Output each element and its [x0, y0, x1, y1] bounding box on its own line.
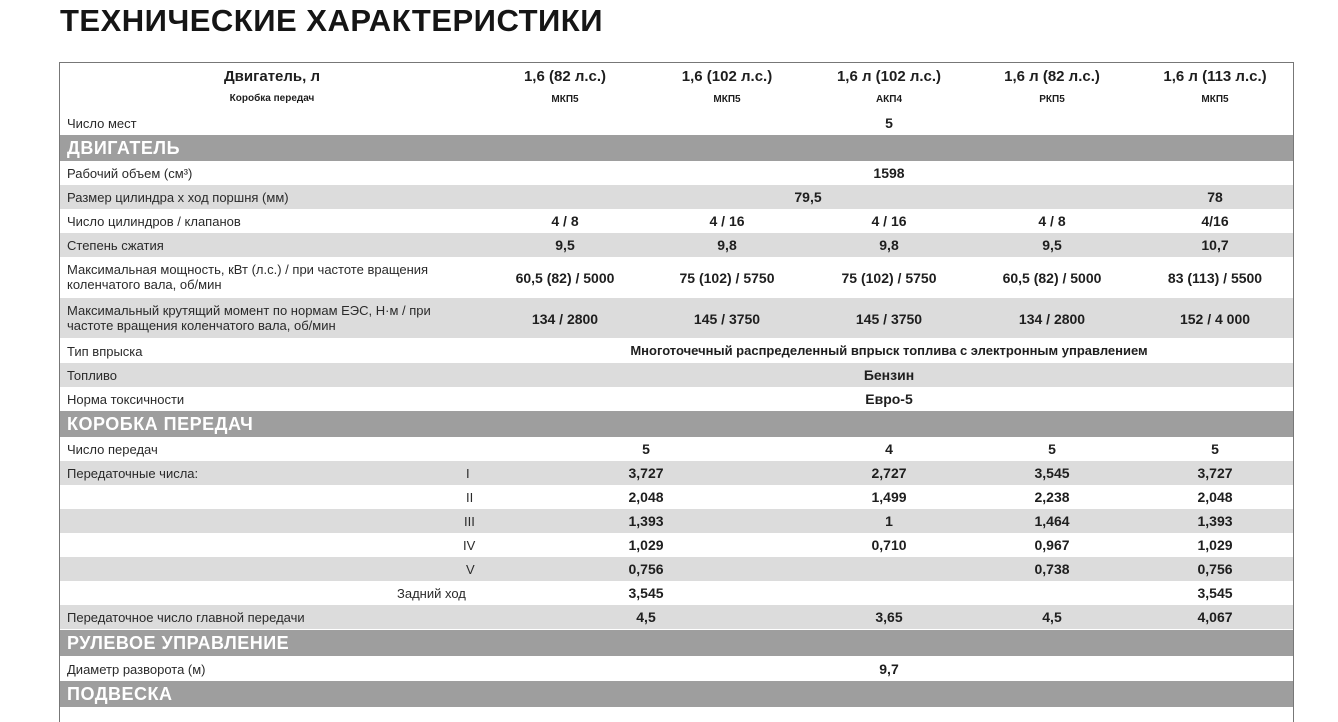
row-label: Диаметр разворота (м): [67, 662, 206, 677]
row-label: частоте вращения коленчатого вала, об/мин: [67, 318, 336, 333]
table-cell: 4/16: [1201, 213, 1229, 229]
emission-value: Евро-5: [865, 391, 913, 407]
table-row: [60, 339, 1293, 363]
table-cell: 3,545: [1034, 465, 1070, 481]
fuel-value: Бензин: [863, 367, 915, 383]
table-row: [60, 557, 1293, 581]
injection-value: Многоточечный распределенный впрыск топлива с электронным управлением: [630, 343, 1148, 358]
row-label: коленчатого вала, об/мин: [67, 277, 222, 292]
table-cell: 9,5: [1042, 237, 1062, 253]
section-title: ПОДВЕСКА: [67, 684, 173, 704]
table-cell: 3,727: [1197, 465, 1233, 481]
table-cell: 1,464: [1034, 513, 1070, 529]
table-cell: 5: [1048, 441, 1056, 457]
table-row: [60, 437, 1293, 461]
table-row: [60, 111, 1293, 135]
table-cell: 60,5 (82) / 5000: [515, 270, 615, 286]
table-row: [60, 485, 1293, 509]
displacement-value: 1598: [873, 165, 905, 181]
table-cell: 1,499: [871, 489, 907, 505]
row-label: Максимальная мощность, кВт (л.с.) / при частоте вращения: [67, 262, 429, 277]
table-cell: 1: [885, 513, 893, 529]
table-cell: 1,029: [1197, 537, 1233, 553]
table-cell: 4,5: [636, 609, 656, 625]
page-title: ТЕХНИЧЕСКИЕ ХАРАКТЕРИСТИКИ: [60, 3, 603, 38]
gearbox-col-5: МКП5: [1201, 94, 1229, 105]
gearbox-col-3: АКП4: [875, 94, 903, 105]
table-cell: 0,738: [1034, 561, 1070, 577]
table-cell: 2,238: [1034, 489, 1070, 505]
row-label: Максимальный крутящий момент по нормам ЕЭС, Н·м / при: [67, 303, 431, 318]
table-cell: 0,756: [1197, 561, 1233, 577]
table-cell: 5: [1211, 441, 1219, 457]
table-row: [60, 298, 1293, 338]
section-header-suspension: [60, 681, 1293, 707]
table-cell: 3,545: [1197, 585, 1233, 601]
engine-col-2: 1,6 (102 л.с.): [681, 68, 773, 85]
table-cell: 4 / 16: [871, 213, 907, 229]
engine-col-3: 1,6 л (102 л.с.): [836, 68, 942, 85]
table-cell: 9,8: [879, 237, 899, 253]
section-title: КОРОБКА ПЕРЕДАЧ: [67, 414, 254, 434]
spec-table: [59, 62, 1294, 722]
gear-label: II: [466, 490, 474, 505]
section-header-transmission: [60, 411, 1293, 437]
table-cell: 152 / 4 000: [1179, 311, 1251, 327]
reverse-label: Задний ход: [397, 586, 466, 601]
section-title: ДВИГАТЕЛЬ: [67, 138, 181, 158]
table-row: [60, 581, 1293, 605]
row-label: Передаточные числа:: [67, 466, 199, 481]
table-cell: 145 / 3750: [855, 311, 923, 327]
row-label: Число мест: [67, 116, 137, 131]
table-row: [60, 509, 1293, 533]
row-label: Число передач: [67, 442, 158, 457]
engine-col-1: 1,6 (82 л.с.): [523, 68, 607, 85]
bore-stroke-value: 78: [1207, 189, 1223, 205]
table-cell: 2,048: [628, 489, 664, 505]
table-cell: 83 (113) / 5500: [1167, 270, 1263, 286]
table-cell: 75 (102) / 5750: [679, 270, 775, 286]
section-header-engine: [60, 135, 1293, 161]
gear-label: V: [466, 562, 475, 577]
table-header-row: [60, 63, 1293, 111]
table-cell: 75 (102) / 5750: [841, 270, 937, 286]
table-cell: 1,029: [628, 537, 664, 553]
table-cell: 10,7: [1201, 237, 1229, 253]
table-cell: 2,727: [871, 465, 907, 481]
row-label: Норма токсичности: [67, 392, 185, 407]
table-row: [60, 257, 1293, 297]
turning-diameter-value: 9,7: [879, 661, 899, 677]
gearbox-header-label: Коробка передач: [229, 93, 315, 104]
table-cell: 0,710: [871, 537, 907, 553]
table-cell: 9,8: [717, 237, 737, 253]
row-label: Передаточное число главной передачи: [67, 610, 305, 625]
table-row: [60, 363, 1293, 387]
engine-col-5: 1,6 л (113 л.с.): [1163, 68, 1267, 85]
table-row: [60, 185, 1293, 209]
row-label: Степень сжатия: [67, 238, 164, 253]
seats-value: 5: [885, 115, 893, 131]
row-label: Число цилиндров / клапанов: [67, 214, 241, 229]
table-cell: 145 / 3750: [693, 311, 761, 327]
row-label: Топливо: [67, 368, 118, 383]
table-cell: 134 / 2800: [1018, 311, 1086, 327]
row-label: Рабочий объем (см³): [67, 166, 193, 181]
table-cell: 4 / 16: [709, 213, 745, 229]
table-cell: 1,393: [1197, 513, 1233, 529]
table-cell: 5: [642, 441, 650, 457]
engine-header-label: Двигатель, л: [223, 68, 321, 85]
table-cell: 3,727: [628, 465, 664, 481]
table-cell: 3,545: [628, 585, 664, 601]
table-cell: 9,5: [555, 237, 575, 253]
table-row: [60, 233, 1293, 257]
table-cell: 4,067: [1197, 609, 1233, 625]
table-cell: 0,756: [628, 561, 664, 577]
bore-stroke-value: 79,5: [794, 189, 822, 205]
table-cell: 2,048: [1197, 489, 1233, 505]
gear-label: I: [466, 466, 470, 481]
table-row: [60, 656, 1293, 681]
gearbox-col-1: МКП5: [551, 94, 579, 105]
table-row: [60, 461, 1293, 485]
table-cell: 4 / 8: [551, 213, 579, 229]
section-title: РУЛЕВОЕ УПРАВЛЕНИЕ: [67, 633, 290, 653]
row-label: Тип впрыска: [67, 344, 143, 359]
table-cell: 134 / 2800: [531, 311, 599, 327]
table-cell: 1,393: [628, 513, 664, 529]
table-row: [60, 387, 1293, 411]
table-cell: 4 / 8: [1038, 213, 1066, 229]
table-cell: 4: [885, 441, 893, 457]
table-row: [60, 533, 1293, 557]
gear-label: IV: [463, 538, 476, 553]
table-cell: 0,967: [1034, 537, 1070, 553]
section-header-steering: [60, 630, 1293, 656]
table-row: [60, 605, 1293, 629]
table-cell: 3,65: [875, 609, 903, 625]
engine-col-4: 1,6 л (82 л.с.): [1004, 68, 1100, 85]
table-cell: 4,5: [1042, 609, 1062, 625]
row-label: Размер цилиндра х ход поршня (мм): [67, 190, 289, 205]
table-row: [60, 209, 1293, 233]
gear-label: III: [464, 514, 475, 529]
table-row: [60, 161, 1293, 185]
table-cell: 60,5 (82) / 5000: [1002, 270, 1102, 286]
gearbox-col-2: МКП5: [713, 94, 741, 105]
gearbox-col-4: РКП5: [1039, 94, 1065, 105]
